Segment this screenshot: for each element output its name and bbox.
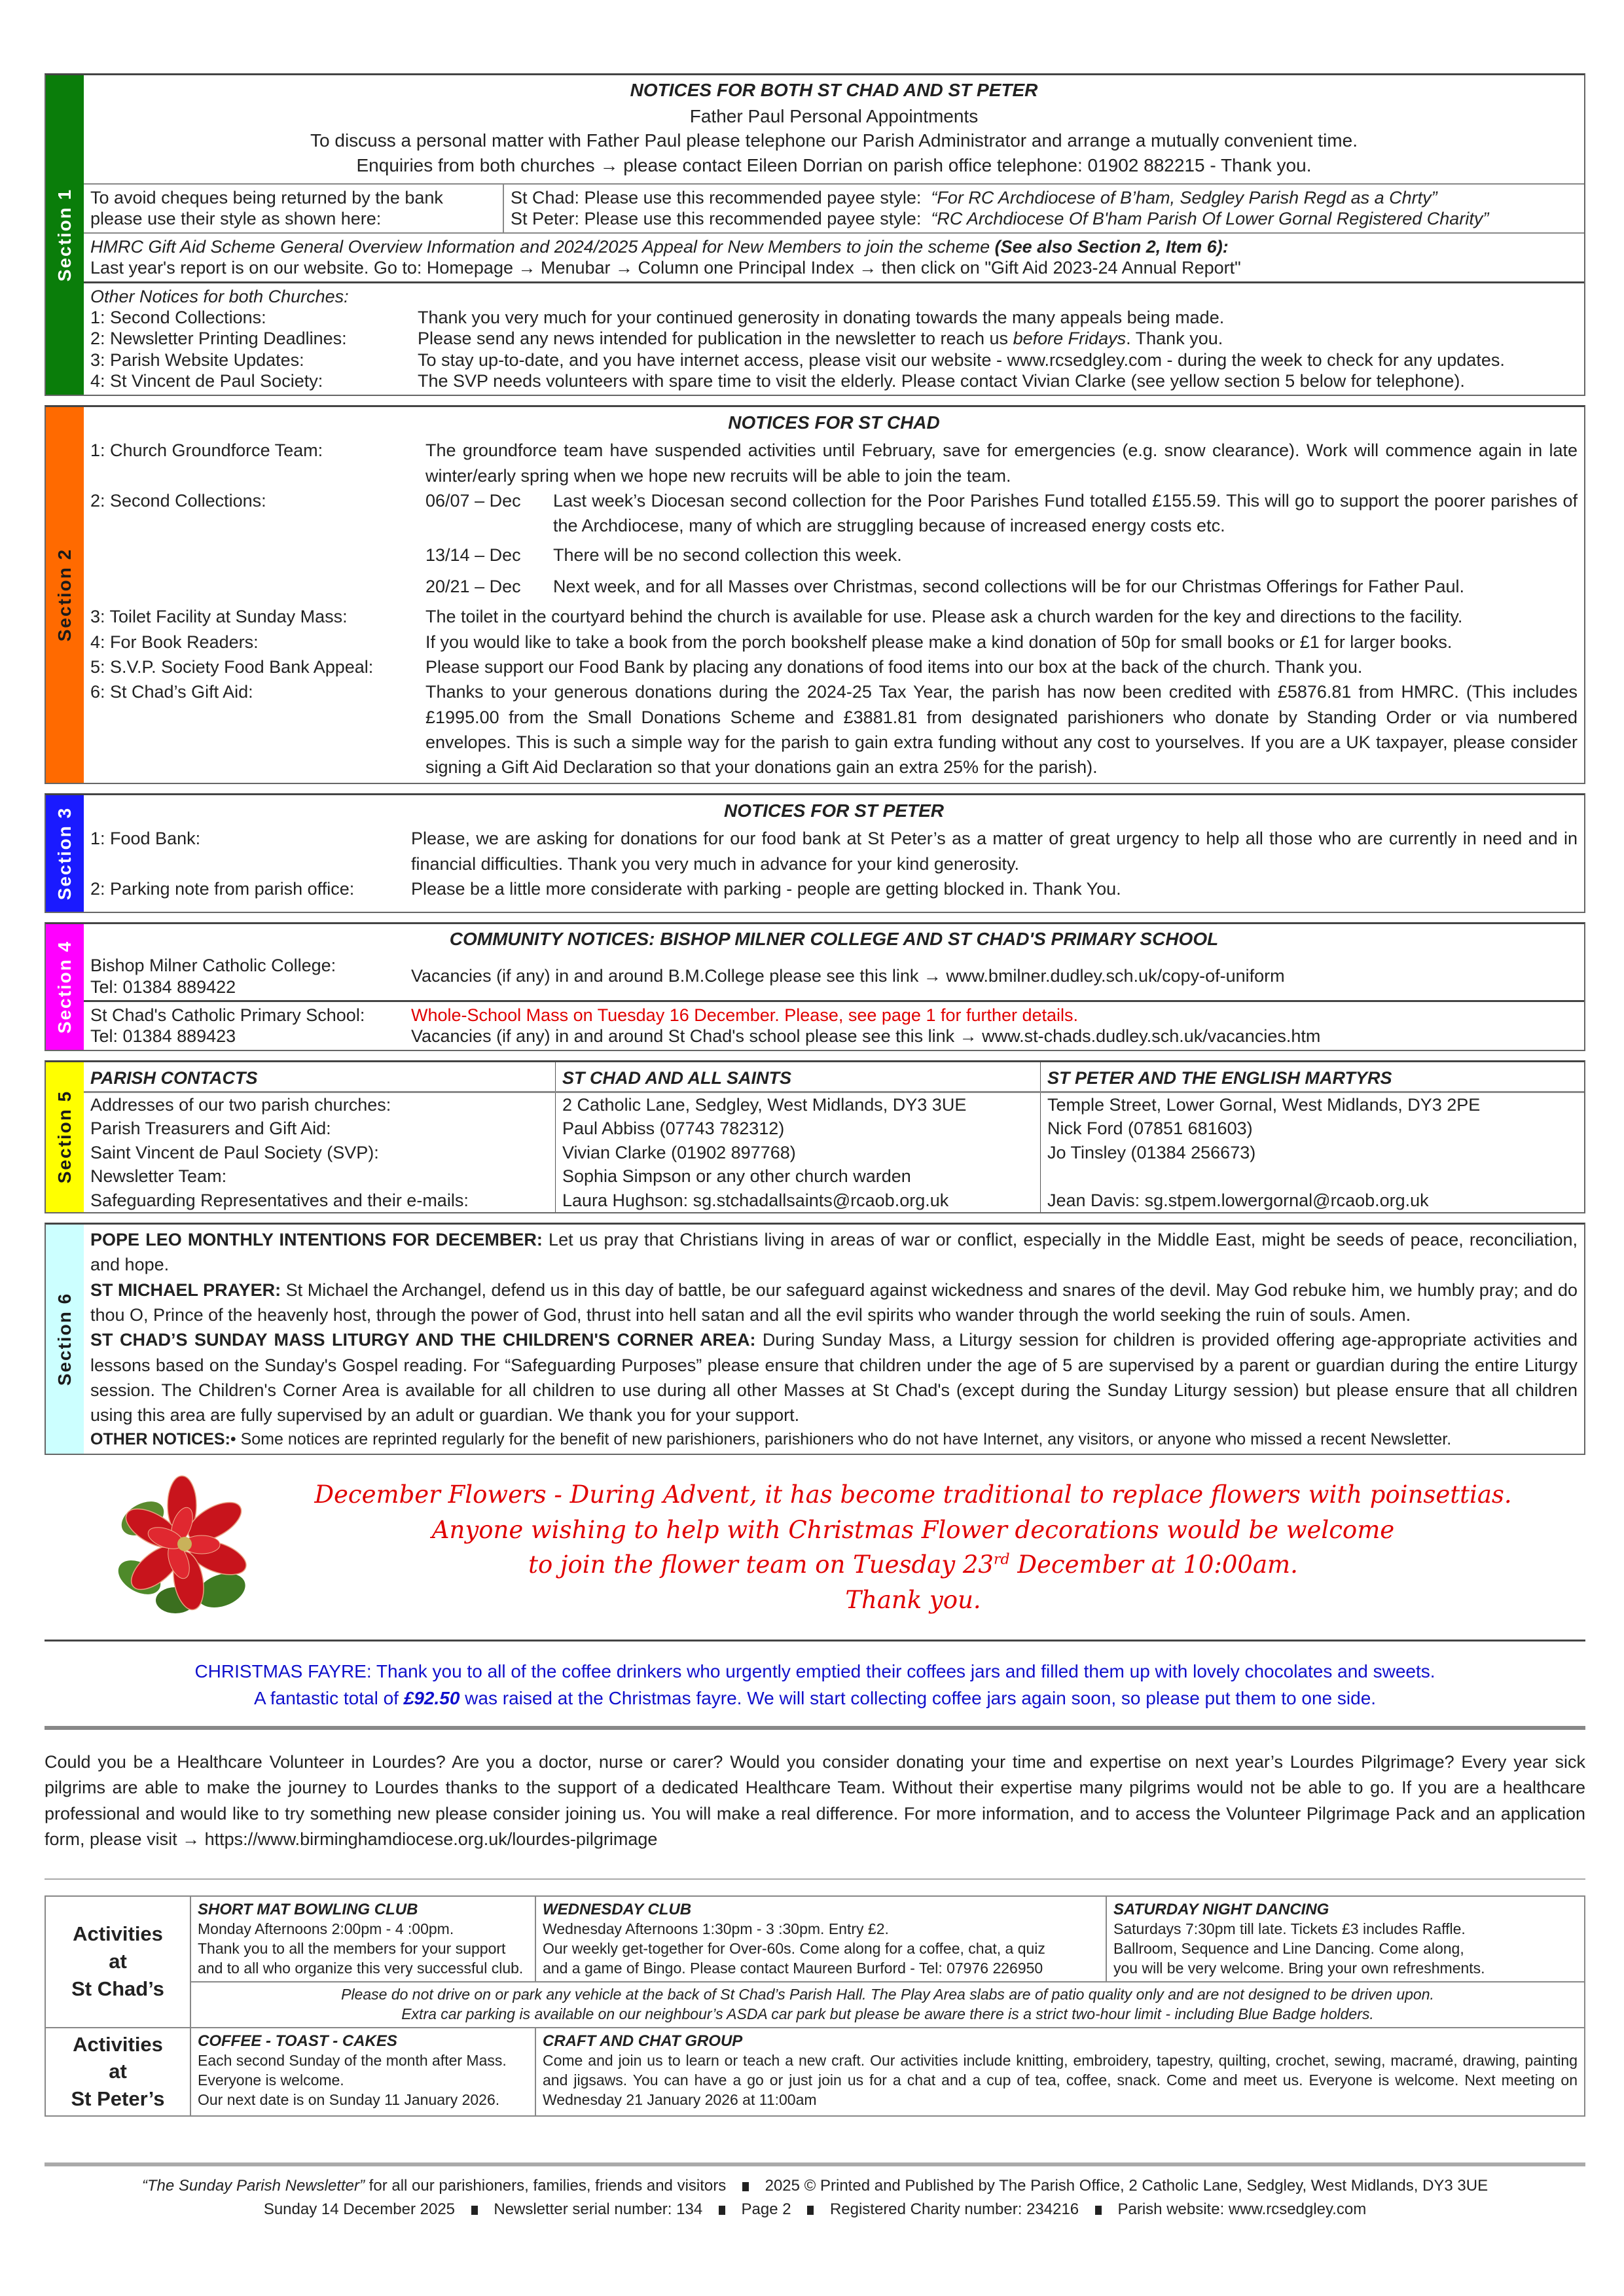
parking-notice-row — [45, 1982, 1585, 2028]
footer: “The Sunday Parish Newsletter” for all our parishioners, families, friends and visitors 2025 © Printed and Published by The Parish Office, 2 Catholic Lane, Sedgley, West Midlands, DY3 3UE Sunday 14 December 2025 Newsletter serial number: 134 Page 2 Registered Charity number: 234216 Parish website: www.rcsedgley.com — [141, 2177, 1489, 2219]
craft-and-chat-group: CRAFT AND CHAT GROUP Come and join us to learn or teach a new craft. Our activities include knitting, embroidery, tapestry, quilting, crochet, sewing, macramé, drawing, painting and jigsaws. You can have a go or just join us for a chat and a cup of tea, coffee, snack. Come and meet us. Everyone is welcome. Next meeting on Wednesday 21 January 2026 at 11:00am — [535, 2028, 1585, 2117]
cheque-instruction: please use their style as shown here: — [90, 209, 382, 229]
section-3 — [45, 793, 1585, 913]
collection-entry: 20/21 – Dec Next week, and for all Masses over Christmas, second collections will be for our Christmas Offerings for Father Paul. — [425, 576, 1465, 596]
section-6 — [45, 1223, 1585, 1455]
enquiries-text: Enquiries from both churches → please contact Eileen Dorrian on parish office telephone: 01902 882215 - Thank you. — [356, 155, 1312, 176]
contacts-row: Newsletter Team: Sophia Simpson or any other church warden — [84, 1164, 1584, 1188]
bullet-square-icon — [742, 2182, 749, 2191]
parish-website-link[interactable]: Parish website: www.rcsedgley.com — [1117, 2200, 1367, 2219]
college-vacancies-link[interactable]: Vacancies (if any) in and around B.M.College please see this link → www.bmilner.dudley.sch.uk/copy-of-uniform — [411, 966, 1285, 986]
december-flowers-notice — [45, 1464, 1585, 1628]
section-3-title: NOTICES FOR ST PETER — [723, 800, 945, 821]
other-notices-heading: Other Notices for both Churches: — [90, 286, 349, 306]
section-1-title: NOTICES FOR BOTH ST CHAD AND ST PETER — [630, 80, 1038, 100]
section-label: Section 3 — [54, 806, 75, 900]
bullet-square-icon — [471, 2206, 478, 2215]
gift-aid-instructions: Last year's report is on our website. Go to: Homepage → Menubar → Column one Principal Index → then click on "Gift Aid 2023-24 Annual Report" — [90, 258, 1241, 278]
bullet-square-icon — [719, 2206, 725, 2215]
section-3-bar — [46, 795, 84, 912]
charity-number: Registered Charity number: 234216 — [829, 2200, 1079, 2219]
chad-payee: St Chad: Please use this recommended payee style: “For RC Archdiocese of B’ham, Sedgley Parish Regd as a Chrty” — [511, 187, 1437, 207]
notice-row: 4: St Vincent de Paul Society: The SVP needs volunteers with spare time to visit the elderly. Please contact Vivian Clarke (see yellow section 5 below for telephone). — [90, 371, 1465, 391]
second-collections-row: 2: Second Collections: 06/07 – Dec Last week’s Diocesan second collection for the Poor Parishes Fund totalled £155.59. This will go to support the poorer parishes of the Archdiocese, many of which are struggling because of increased energy costs etc. 13/14 – Dec There will be no second collection this week. 20/21 – Dec Next week, and for all Masses over Christmas, second collections will be for our Christmas Offerings for Father Paul. — [90, 488, 1578, 599]
section-2-bar — [46, 407, 84, 783]
peter-activities-row — [45, 2028, 1585, 2117]
serial-number: Newsletter serial number: 134 — [494, 2200, 703, 2219]
contacts-header-row: PARISH CONTACTS ST CHAD AND ALL SAINTS ST PETER AND THE ENGLISH MARTYRS — [84, 1062, 1584, 1092]
notice-row: 2: Newsletter Printing Deadlines: Please send any news intended for publication in the newsletter to reach us before Fridays. Thank you. — [90, 329, 1223, 349]
bullet-square-icon — [1095, 2206, 1102, 2215]
collection-entry: 06/07 – Dec Last week’s Diocesan second collection for the Poor Parishes Fund totalled £155.59. This will go to support the poorer parishes of the Archdiocese, many of which are struggling because of increased energy costs etc. — [425, 490, 1578, 536]
notice-row: 1: Second Collections: Thank you very much for your continued generosity in donating towards the many appeals being made. — [90, 307, 1225, 327]
parking-notice: Please do not drive on or park any vehicle at the back of St Chad’s Parish Hall. The Play Area slabs are of patio quality only and are not designed to be driven upon. Extra car parking is available on our neighbour’s ASDA car park but please be aware there is a strict two-hour limit - including Blue Badge holders. — [190, 1982, 1585, 2028]
chad-activities-label: Activities at St Chad’s — [45, 1896, 190, 2028]
other-notices: OTHER NOTICES:• Some notices are reprinted regularly for the benefit of new parishioners, parishioners who do not have Internet, any visitors, or anyone who missed a recent Newsletter. — [90, 1429, 1452, 1448]
notice-row: 5: S.V.P. Society Food Bank Appeal: Please support our Food Bank by placing any donations of food items into our box at the back of the church. Thank you. — [90, 656, 1363, 677]
christmas-fayre-notice: CHRISTMAS FAYRE: Thank you to all of the coffee drinkers who urgently emptied their coffees jars and filled them up with lovely chocolates and sweets. A fantastic total of £92.50 was raised at the Christmas fayre. We will start collecting coffee jars again soon, so please put them to one side. — [194, 1661, 1435, 1708]
page-number: Page 2 — [741, 2200, 791, 2219]
notice-row: 1: Food Bank: Please, we are asking for donations for our food bank at St Peter’s as a matter of great urgency to help all those who are currently in need and in financial difficulties. Thank you very much in advance for your kind generosity. — [90, 829, 1578, 874]
saturday-dancing: SATURDAY NIGHT DANCING Saturdays 7:30pm till late. Tickets £3 includes Raffle. Ballroom, Sequence and Line Dancing. Come along, you will be very welcome. Bring your own refreshments. — [1106, 1896, 1585, 1982]
college-row: Bishop Milner Catholic College: Tel: 01384 889422 Vacancies (if any) in and around B.M.College please see this link → www.bmilner.dudley.sch.uk/copy-of-uniform — [84, 952, 1584, 1000]
appointments-heading: Father Paul Personal Appointments — [689, 105, 979, 126]
childrens-liturgy: ST CHAD’S SUNDAY MASS LITURGY AND THE CHILDREN'S CORNER AREA: During Sunday Mass, a Liturgy session for children is provided offering age-appropriate activities and lessons based on the Sunday's Gospel reading. For “Safeguarding Purposes” please ensure that children under the age of 5 are supervised by a parent or guardian during the entire Liturgy session. The Children's Corner Area is available for all children to use during all other Masses at St Chad's (except during the Sunday Liturgy session) but please ensure that all children using this area are fully supervised by an adult or guardian. We thank you for your support. — [90, 1330, 1578, 1426]
activities-table — [45, 1895, 1585, 2117]
bullet-square-icon — [807, 2206, 814, 2215]
section-2-title: NOTICES FOR ST CHAD — [728, 412, 940, 433]
section-4-bar — [46, 924, 84, 1050]
notice-row: 3: Parish Website Updates: To stay up-to-date, and you have internet access, please visit our website - www.rcsedgley.com - during the week to check for any updates. — [90, 350, 1505, 370]
notice-row: 6: St Chad’s Gift Aid: Thanks to your generous donations during the 2024-25 Tax Year, the parish has now been credited with £5876.81 from HMRC. (This includes £1995.00 from the Small Donations Scheme and £3881.81 from designated parishioners who donate by Standing Order or via numbered envelopes. This is such a simple way for the parish to gain extra funding without any cost to yourselves. If you are a UK taxpayer, please consider signing a Gift Aid Declaration so that your donations gain an extra 25% for the parish). — [90, 682, 1578, 778]
section-5-bar — [46, 1062, 84, 1212]
contacts-row: Safeguarding Representatives and their e-mails: Laura Hughson: sg.stchadallsaints@rcaob.org.uk Jean Davis: sg.stpem.lowergornal@rcaob.org.uk — [84, 1189, 1584, 1212]
gift-aid-heading: HMRC Gift Aid Scheme General Overview Information and 2024/2025 Appeal for New Members to join the scheme — [90, 236, 990, 257]
section-label: Section 1 — [54, 188, 75, 281]
notice-row: 4: For Book Readers: If you would like to take a book from the porch bookshelf please make a kind donation of 50p for small books or £1 for larger books. — [90, 632, 1453, 652]
section-label: Section 6 — [54, 1292, 75, 1386]
wednesday-club: WEDNESDAY CLUB Wednesday Afternoons 1:30pm - 3 :30pm. Entry £2. Our weekly get-together for Over-60s. Come along for a coffee, chat, a quiz and a game of Bingo. Please contact Maureen Burford - Tel: 07976 226950 — [535, 1896, 1106, 1982]
section-label: Section 2 — [54, 548, 75, 641]
contacts-row: Saint Vincent de Paul Society (SVP): Vivian Clarke (01902 897768) Jo Tinsley (01384 256673) — [84, 1141, 1584, 1164]
chad-safeguarding-email[interactable]: Laura Hughson: sg.stchadallsaints@rcaob.org.uk — [556, 1189, 1041, 1212]
coffee-toast-cakes: COFFEE - TOAST - CAKES Each second Sunday of the month after Mass. Everyone is welcome. Our next date is on Sunday 11 January 2026. — [190, 2028, 535, 2117]
section-4-title: COMMUNITY NOTICES: BISHOP MILNER COLLEGE AND ST CHAD'S PRIMARY SCHOOL — [449, 928, 1219, 949]
gift-aid-block: HMRC Gift Aid Scheme General Overview Information and 2024/2025 Appeal for New Members to join the scheme (See also Section 2, Item 6): Last year's report is on our website. Go to: Homepage → Menubar → Column one Principal Index → then click on "Gift Aid 2023-24 Annual Report" — [84, 232, 1584, 281]
newsletter-page — [45, 73, 1585, 2221]
contacts-row: Addresses of our two parish churches: 2 Catholic Lane, Sedgley, West Midlands, DY3 3UE Temple Street, Lower Gornal, West Midlands, DY3 2PE — [84, 1092, 1584, 1117]
school-vacancies-link[interactable]: Vacancies (if any) in and around St Chad's school please see this link → www.st-chads.dudley.sch.uk/vacancies.htm — [411, 1026, 1321, 1047]
notice-row: 2: Parking note from parish office: Please be a little more considerate with parking - people are getting blocked in. Thank You. — [90, 878, 1121, 899]
chad-activities-row — [45, 1896, 1585, 1982]
section-1 — [45, 73, 1585, 396]
parish-contacts-table — [84, 1062, 1584, 1212]
pope-intentions: POPE LEO MONTHLY INTENTIONS FOR DECEMBER: Let us pray that Christians living in areas of war or conflict, especially in the Middle East, might be seeds of peace, reconciliation, and hope. — [90, 1230, 1578, 1275]
collection-entry: 13/14 – Dec There will be no second collection this week. — [425, 545, 902, 565]
flowers-text: December Flowers - During Advent, it has become traditional to replace flowers with poinsettias. Anyone wishing to help with Christmas Flower decorations would be welcome to join the flower team on Tuesday 23rd December at 10:00am. Thank you. — [314, 1480, 1512, 1615]
school-mass-alert: Whole-School Mass on Tuesday 16 December. Please, see page 1 for further details. — [411, 1005, 1079, 1025]
divider — [45, 1878, 1585, 1880]
other-notices-block — [84, 281, 1584, 395]
notice-row: 3: Toilet Facility at Sunday Mass: The toilet in the courtyard behind the church is available for use. Please ask a church warden for the key and directions to the facility. — [90, 607, 1463, 627]
contacts-row: Parish Treasurers and Gift Aid: Paul Abbiss (07743 782312) Nick Ford (07851 681603) — [84, 1117, 1584, 1140]
bowling-club: SHORT MAT BOWLING CLUB Monday Afternoons 2:00pm - 4 :00pm. Thank you to all the members for your support and to all who organize this very successful club. — [190, 1896, 535, 1982]
cheque-instruction: To avoid cheques being returned by the bank — [90, 187, 443, 207]
section-1-bar — [46, 75, 84, 395]
appointments-text: To discuss a personal matter with Father Paul please telephone our Parish Administrator and arrange a mutually convenient time. — [310, 130, 1358, 151]
poinsettia-image — [117, 1469, 247, 1620]
cheque-payee-block — [84, 183, 1584, 232]
section-6-bar — [46, 1225, 84, 1454]
section-4 — [45, 922, 1585, 1051]
peter-safeguarding-email[interactable]: Jean Davis: sg.stpem.lowergornal@rcaob.org.uk — [1041, 1189, 1585, 1212]
section-2 — [45, 405, 1585, 784]
lourdes-volunteer-notice: Could you be a Healthcare Volunteer in Lourdes? Are you a doctor, nurse or carer? Would you consider donating your time and expertise on next year’s Lourdes Pilgrimage? Every year sick pilgrims are able to make the journey to Lourdes thanks to the support of a dedicated Healthcare Team. Without their expertise many pilgrims would not be able to go. If you are a healthcare professional and would like to try something new please consider joining us. You will make a real difference. For more information, and to access the Volunteer Pilgrimage Pack and an application form, please visit → https://www.birminghamdiocese.org.uk/lourdes-pilgrimage — [45, 1752, 1585, 1849]
section-label: Section 5 — [54, 1090, 75, 1184]
school-row: St Chad's Catholic Primary School: Tel: 01384 889423 Whole-School Mass on Tuesday 16 December. Please, see page 1 for further details. Vacancies (if any) in and around St Chad's school please see this link → www.st-chads.dudley.sch.uk/vacancies.htm — [84, 1000, 1584, 1050]
peter-payee: St Peter: Please use this recommended payee style: “RC Archdiocese Of B'ham Parish Of Lower Gornal Registered Charity” — [511, 209, 1489, 229]
issue-date: Sunday 14 December 2025 — [263, 2200, 456, 2219]
section-label: Section 4 — [54, 940, 75, 1033]
notice-row: 1: Church Groundforce Team: The groundforce team have suspended activities until February, save for emergencies (e.g. snow clearance). Work will commence again in late winter/early spring when we hope new recruits will be able to join the team. — [90, 440, 1578, 486]
st-michael-prayer: ST MICHAEL PRAYER: St Michael the Archangel, defend us in this day of battle, be our safeguard against wickedness and snares of the devil. May God rebuke him, we humbly pray; and do thou O, Prince of the heavenly host, through the power of God, thrust into hell satan and all the evil spirits who wander through the world seeking the ruin of souls. Amen. — [90, 1280, 1578, 1325]
peter-activities-label: Activities at St Peter’s — [45, 2028, 190, 2117]
section-5 — [45, 1060, 1585, 1213]
fayre-total: £92.50 — [403, 1687, 460, 1708]
